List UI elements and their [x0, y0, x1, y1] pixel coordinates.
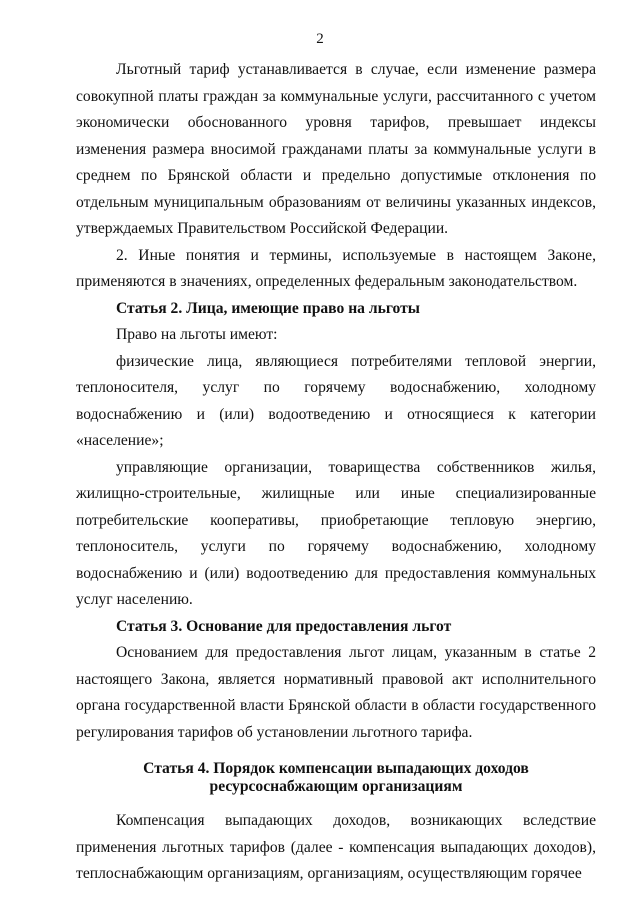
paragraph-compensation: Компенсация выпадающих доходов, возникающих вследствие применения льготных тарифов (далее - компенсация выпадающих доходов), теплоснабжающим организациям, организациям, осуществляющим горячее	[76, 812, 596, 882]
article-2-heading: Статья 2. Лица, имеющие право на льготы	[116, 299, 420, 317]
article-4-heading-line-1: Статья 4. Порядок компенсации выпадающих доходов	[143, 760, 529, 777]
paragraph-preferential-tariff: Льготный тариф устанавливается в случае, если изменение размера совокупной платы граждан за коммунальные услуги, рассчитанного с учетом экономически обоснованного уровня тарифов, превышает индексы изменения размера вносимой гражданами платы за коммунальные услуги в среднем по Брянской области и предельно допустимые отклонения по отдельным муниципальным образованиям от величины указанных индексов, утверждаемых Правительством Российской Федерации.	[76, 61, 596, 237]
article-4-heading	[76, 760, 596, 796]
article-3-heading: Статья 3. Основание для предоставления льгот	[116, 617, 452, 635]
article-4-heading-line-2: ресурсоснабжающим организациям	[209, 778, 463, 795]
document-body	[76, 57, 596, 888]
paragraph-terms: 2. Иные понятия и термины, используемые в настоящем Законе, применяются в значениях, определенных федеральным законодательством.	[76, 246, 596, 290]
paragraph-right-to-benefits: Право на льготы имеют:	[116, 326, 278, 343]
page-number: 2	[316, 31, 324, 47]
paragraph-individuals: физические лица, являющиеся потребителями тепловой энергии, теплоносителя, услуг по горячему водоснабжению, холодному водоснабжению и (или) водоотведению и относящиеся к категории «население»;	[76, 352, 596, 449]
paragraph-organizations: управляющие организации, товарищества собственников жилья, жилищно-строительные, жилищные или иные специализированные потребительские кооперативы, приобретающие тепловую энергию, теплоноситель, услуги по горячему водоснабжению, холодному водоснабжению и (или) водоотведению для предоставления коммунальных услуг населению.	[76, 458, 596, 608]
paragraph-basis: Основанием для предоставления льгот лицам, указанным в статье 2 настоящего Закона, является нормативный правовой акт исполнительного органа государственной власти Брянской области в области государственного регулирования тарифов об установлении льготного тарифа.	[76, 644, 596, 741]
